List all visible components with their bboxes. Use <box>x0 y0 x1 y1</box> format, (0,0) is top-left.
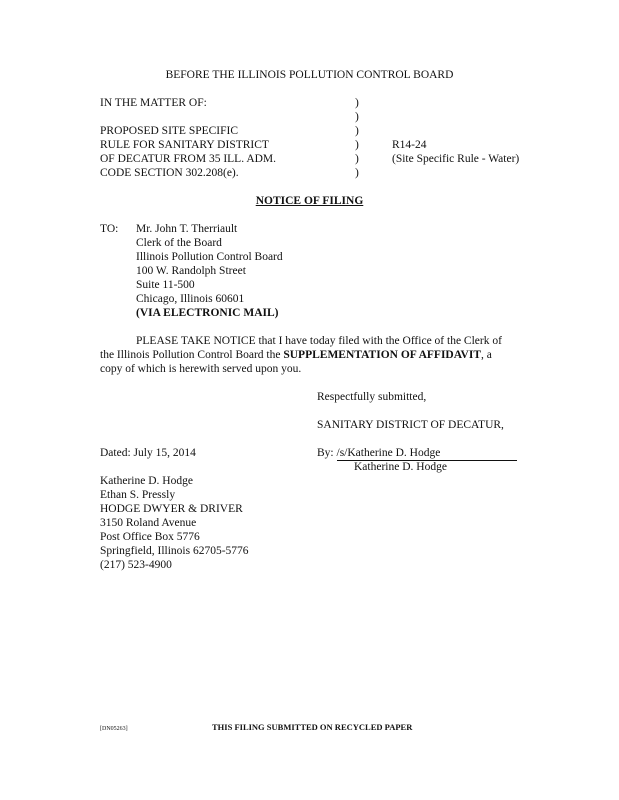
body-line-3: copy of which is herewith served upon you. <box>100 363 302 375</box>
caption-line: CODE SECTION 302.208(e). <box>100 167 239 179</box>
by-label: By: <box>317 447 334 459</box>
caption-parens <box>355 96 359 180</box>
page-title: BEFORE THE ILLINOIS POLLUTION CONTROL BOARD <box>165 69 454 81</box>
e-signature: /s/Katherine D. Hodge <box>336 447 441 459</box>
counsel-line: Katherine D. Hodge <box>100 475 193 487</box>
signer-name: Katherine D. Hodge <box>354 461 447 473</box>
counsel-line: Springfield, Illinois 62705-5776 <box>100 545 249 557</box>
delivery-method: (VIA ELECTRONIC MAIL) <box>136 307 279 319</box>
counsel-line: (217) 523-4900 <box>100 559 172 571</box>
paren: ) <box>355 125 359 137</box>
date-line: Dated: July 15, 2014 <box>100 447 196 459</box>
body-text: the Illinois Pollution Control Board the <box>100 349 284 361</box>
paren: ) <box>355 153 359 165</box>
recipient-line: Mr. John T. Therriault <box>136 223 238 235</box>
paren: ) <box>355 111 359 123</box>
counsel-line: HODGE DWYER & DRIVER <box>100 503 243 515</box>
signature-underline <box>337 446 517 461</box>
recipient-line: Suite 11-500 <box>136 279 195 291</box>
recycled-paper-notice: THIS FILING SUBMITTED ON RECYCLED PAPER <box>212 722 413 732</box>
counsel-line: Ethan S. Pressly <box>100 489 176 501</box>
recipient-line: Clerk of the Board <box>136 237 222 249</box>
recipient-line: Illinois Pollution Control Board <box>136 251 283 263</box>
paren: ) <box>355 139 359 151</box>
body-text: , a <box>481 349 492 361</box>
body-line-1: PLEASE TAKE NOTICE that I have today filed with the Office of the Clerk of <box>136 335 502 347</box>
document-title: SUPPLEMENTATION OF AFFIDAVIT <box>283 349 482 361</box>
caption-line: PROPOSED SITE SPECIFIC <box>100 125 239 137</box>
notice-title: NOTICE OF FILING <box>255 195 364 207</box>
paren: ) <box>355 97 359 109</box>
counsel-line: Post Office Box 5776 <box>100 531 200 543</box>
caption-line: RULE FOR SANITARY DISTRICT <box>100 139 269 151</box>
paren: ) <box>355 167 359 179</box>
signature-line <box>317 446 517 461</box>
recipient-block <box>136 222 283 320</box>
caption-block <box>100 124 276 180</box>
recipient-line: 100 W. Randolph Street <box>136 265 246 277</box>
counsel-line: 3150 Roland Avenue <box>100 517 197 529</box>
body-line-2 <box>100 348 492 362</box>
document-number: [DN05263] <box>100 726 128 732</box>
in-matter-label: IN THE MATTER OF: <box>100 97 207 109</box>
to-label: TO: <box>100 223 119 235</box>
recipient-line: Chicago, Illinois 60601 <box>136 293 245 305</box>
caption-line: OF DECATUR FROM 35 ILL. ADM. <box>100 153 277 165</box>
docket-number: R14-24 <box>392 139 427 151</box>
rule-type: (Site Specific Rule - Water) <box>392 153 520 165</box>
counsel-block <box>100 474 249 572</box>
organization-name: SANITARY DISTRICT OF DECATUR, <box>317 419 504 431</box>
respectfully-submitted: Respectfully submitted, <box>317 391 427 403</box>
